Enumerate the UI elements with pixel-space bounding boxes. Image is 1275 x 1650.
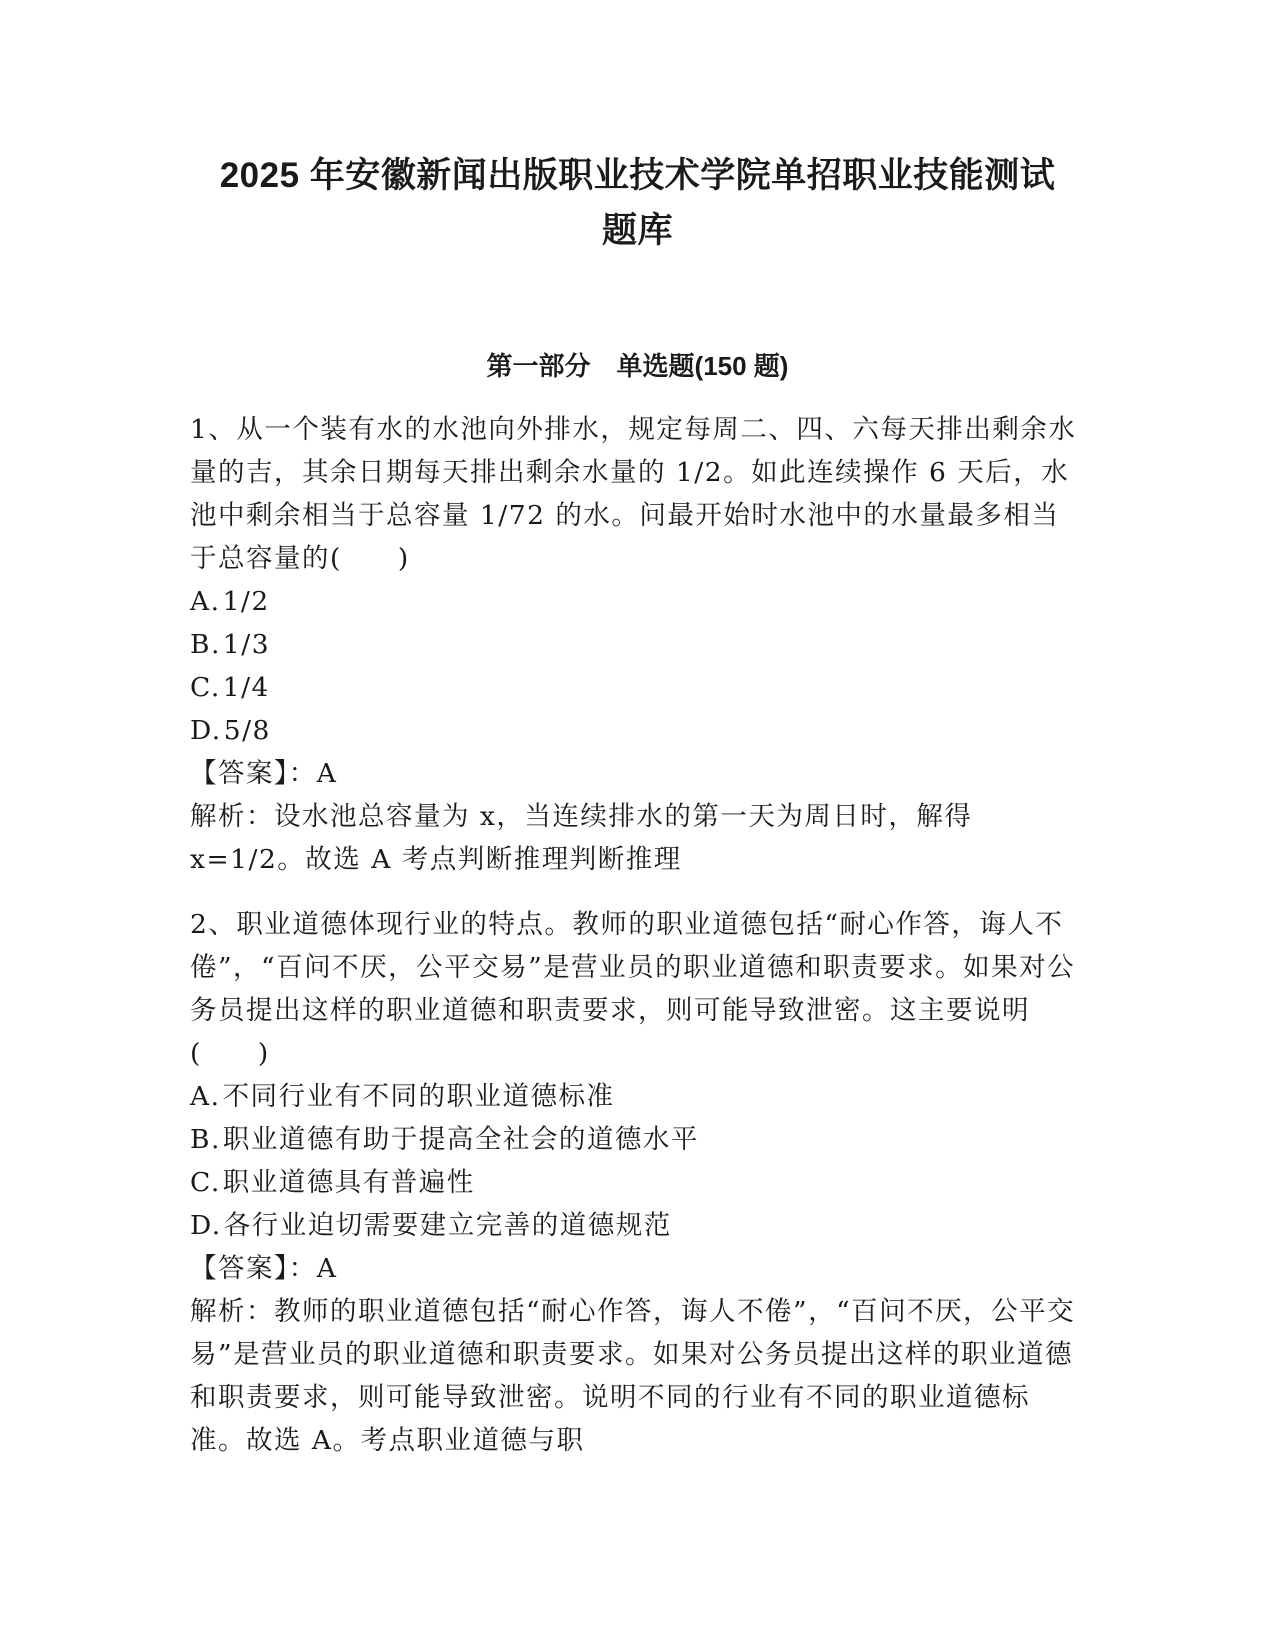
option-a bbox=[190, 580, 1080, 623]
option-d bbox=[190, 1204, 1080, 1247]
question-1 bbox=[190, 408, 1080, 881]
option-text: 1/2 bbox=[222, 586, 270, 617]
question-2 bbox=[190, 903, 1080, 1462]
analysis-text: 解析：教师的职业道德包括“耐心作答，诲人不倦”，“百问不厌，公平交易”是营业员的职业道德和职责要求。如果对公务员提出这样的职业道德和职责要求，则可能导致泄密。说明不同的行业有不同的职业道德标准。故选 A。考点职业道德与职 bbox=[190, 1296, 1076, 1456]
answer-line: 【答案】：A bbox=[190, 1253, 338, 1284]
answer-line: 【答案】：A bbox=[190, 758, 338, 789]
option-text: 职业道德具有普遍性 bbox=[222, 1167, 475, 1198]
question-stem: 1、从一个装有水的水池向外排水，规定每周二、四、六每天排出剩余水量的吉，其余日期每天排出剩余水量的 1/2。如此连续操作 6 天后，水池中剩余相当于总容量 1/72 的水。问最开始时水池中的水量最多相当于总容量的( ) bbox=[190, 414, 1077, 574]
option-letter: A. bbox=[190, 1081, 221, 1112]
option-letter: B. bbox=[190, 629, 221, 660]
option-b bbox=[190, 1118, 1080, 1161]
option-text: 5/8 bbox=[223, 715, 271, 746]
option-text: 1/3 bbox=[222, 629, 271, 660]
option-letter: D. bbox=[190, 715, 222, 746]
option-text: 1/4 bbox=[222, 672, 270, 703]
option-letter: C. bbox=[190, 672, 221, 703]
option-letter: A. bbox=[190, 586, 221, 617]
analysis-text: 解析：设水池总容量为 x，当连续排水的第一天为周日时，解得 x=1/2。故选 A 考点判断推理判断推理 bbox=[190, 801, 973, 875]
section-heading: 第一部分 单选题(150 题) bbox=[486, 351, 789, 381]
option-text: 职业道德有助于提高全社会的道德水平 bbox=[222, 1124, 699, 1155]
document-title-line2: 题库 bbox=[601, 211, 673, 250]
option-letter: C. bbox=[190, 1167, 221, 1198]
question-stem: 2、职业道德体现行业的特点。教师的职业道德包括“耐心作答，诲人不倦”，“百问不厌，公平交易”是营业员的职业道德和职责要求。如果对公务员提出这样的职业道德和职责要求，则可能导致泄密。这主要说明( ) bbox=[190, 909, 1076, 1069]
option-text: 不同行业有不同的职业道德标准 bbox=[222, 1081, 615, 1112]
option-letter: D. bbox=[190, 1210, 222, 1241]
option-text: 各行业迫切需要建立完善的道德规范 bbox=[223, 1210, 672, 1241]
option-b bbox=[190, 623, 1080, 666]
option-letter: B. bbox=[190, 1124, 221, 1155]
document-title bbox=[160, 148, 1115, 258]
option-c bbox=[190, 1161, 1080, 1204]
option-a bbox=[190, 1075, 1080, 1118]
option-c bbox=[190, 666, 1080, 709]
question-list bbox=[190, 408, 1080, 1484]
option-d bbox=[190, 709, 1080, 752]
document-title-line1: 2025 年安徽新闻出版职业技术学院单招职业技能测试 bbox=[219, 156, 1056, 195]
